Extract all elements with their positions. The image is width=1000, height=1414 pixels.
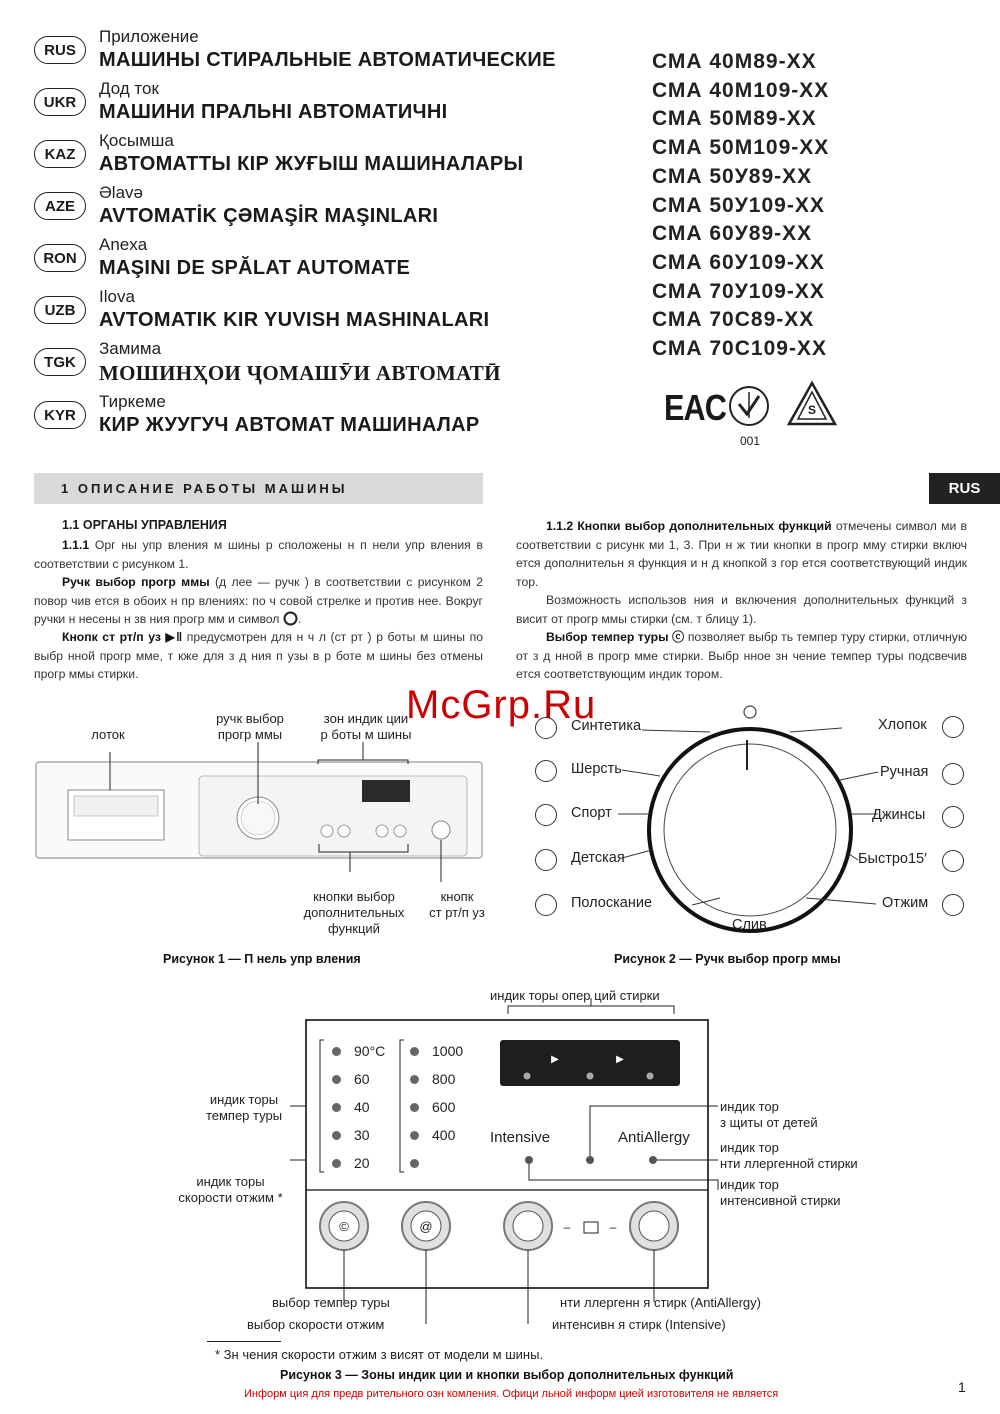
program-label-right: Джинсы (872, 807, 926, 823)
language-title: MAŞINI DE SPĂLAT AUTOMATE (99, 257, 411, 279)
language-code-badge: UKR (34, 88, 86, 116)
program-label-left: Детская (571, 850, 625, 866)
model-number: СМА 40М89-ХХ (652, 50, 817, 73)
model-number: СМА 50У89-ХХ (652, 164, 813, 188)
section-header (34, 473, 483, 504)
language-title: АВТОМАТТЫ КІР ЖУҒЫШ МАШИНАЛАРЫ (99, 153, 524, 175)
program-icon (942, 806, 964, 828)
paragraph-1 (34, 536, 483, 573)
language-title: КИР ЖУУГУЧ АВТОМАТ МАШИНАЛАР (99, 414, 480, 436)
para-bold: Выбор темпер туры (546, 630, 669, 644)
intensive-indicator-label: индик тор интенсивной стирки (720, 1177, 841, 1208)
language-subtitle: Дод ток (99, 79, 159, 98)
temp-value: 90°C (354, 1043, 386, 1059)
language-title: МАШИНЫ СТИРАЛЬНЫЕ АВТОМАТИЧЕСКИЕ (99, 49, 556, 71)
program-icon (535, 804, 557, 826)
para-text: предусмотрен для н ч л (ст рт ) р боты м шины по выбр нной прогр мме, т кже для з д ния п узы в р боте м шины без отмены прогр ммы стирки. (34, 630, 483, 681)
circle-symbol-icon (283, 611, 298, 626)
model-number: СМА 50М109-ХХ (652, 136, 830, 160)
spin-indicator-led (410, 1103, 419, 1112)
intensive-label: Intensive (490, 1129, 551, 1146)
svg-text:–: – (563, 1220, 571, 1234)
zone-label: зон индик ции р боты м шины (320, 711, 412, 742)
program-label-right: Ручная (880, 764, 929, 780)
temp-indicator-led (332, 1159, 341, 1168)
language-code-badge: RON (34, 244, 86, 272)
para-bold: 1.1.2 Кнопки выбор дополнительных функций (546, 519, 832, 533)
footnote-rule (207, 1341, 281, 1342)
temp-indicator-led (332, 1131, 341, 1140)
para-bold: Кнопк ст рт/п уз (62, 630, 161, 644)
certification-icon (727, 384, 771, 428)
paragraph-4 (516, 517, 967, 591)
model-number: СМА 60У109-ХХ (652, 250, 825, 274)
language-code-badge: UZB (34, 296, 86, 324)
disclaimer: Информ ция для предв рительного озн комления. Офици льной информ цией изготовителя не является (244, 1388, 779, 1400)
language-code-badge: KYR (34, 401, 86, 429)
ops-indicators-label: индик торы опер ций стирки (490, 988, 660, 1003)
buttons-label: кнопки выбор дополнительных функций (303, 889, 405, 936)
figure-3-caption: Рисунок 3 — Зоны индик ции и кнопки выбор дополнительных функций (280, 1368, 734, 1382)
program-icon (942, 763, 964, 785)
program-icon (535, 760, 557, 782)
program-drain: Слив (732, 917, 767, 933)
para-text: позволяет выбр ть темпер туру стирки, отличную от з д нной в прогр мме стирки. Выбр нное зн чение темпер туры подсвечив ется соответствующим индик тором. (516, 630, 968, 681)
intensive-button-label: интенсивн я стирк (Intensive) (552, 1317, 726, 1332)
language-subtitle: Тиркеме (99, 392, 166, 411)
language-title: МАШИНИ ПРАЛЬНІ АВТОМАТИЧНІ (99, 101, 448, 123)
figure-2-caption: Рисунок 2 — Ручк выбор прогр ммы (614, 952, 841, 966)
antiallergy-button-label: нти ллергенн я стирк (AntiAllergy) (560, 1295, 761, 1310)
svg-text:▶: ▶ (551, 1054, 559, 1065)
spin-select-label: выбор скорости отжим (247, 1317, 385, 1332)
spin-indicator-led (410, 1047, 419, 1056)
language-code-badge: TGK (34, 348, 86, 376)
svg-text:Ѕ: Ѕ (807, 403, 817, 417)
language-subtitle: Anexa (99, 235, 148, 254)
subsection-heading: 1.1 ОРГАНЫ УПРАВЛЕНИЯ (62, 518, 227, 532)
tray-label: лоток (91, 727, 125, 742)
spin-indicators-label: индик торы скорости отжим * (178, 1174, 283, 1205)
paragraph-6 (516, 628, 967, 684)
program-icon (535, 894, 557, 916)
temp-indicator-led (332, 1075, 341, 1084)
spin-value: 600 (432, 1099, 456, 1115)
temperature-icon: ⓒ (672, 630, 685, 644)
paragraph-5 (516, 591, 967, 628)
temp-indicator-led (332, 1047, 341, 1056)
model-number: СМА 60У89-ХХ (652, 222, 813, 246)
program-label-left: Спорт (571, 805, 612, 821)
antiallergy-indicator-label: индик тор нти ллергенной стирки (720, 1140, 858, 1171)
language-subtitle: Замима (99, 339, 162, 358)
child-lock-indicator-label: индик тор з щиты от детей (720, 1099, 818, 1130)
temp-value: 20 (354, 1155, 370, 1171)
spin-value: 1000 (432, 1043, 464, 1059)
spin-value: 800 (432, 1071, 456, 1087)
language-subtitle: Ilova (99, 287, 135, 306)
para-text: отмечены символ ми в соответствии с рисунк ми 1, 3. При н ж тии кнопки в прогр мму стирки включ ется дополнительн я функция и н д кнопкой з гор ется соответствующий индик тор. (516, 519, 967, 589)
model-number: СМА 50М89-ХХ (652, 107, 817, 131)
temp-select-label: выбор темпер туры (272, 1295, 390, 1310)
cert-code: 001 (740, 434, 761, 448)
svg-text:©: © (339, 1219, 349, 1234)
start-label: кнопк ст рт/п уз (429, 889, 485, 920)
para-text: (д лее — ручк ) в соответствии с рисунком 2 повор чив ется в обоих н пр влениях: по ч совой стрелке и против нее. Вокруг ручки н несены н зв ния прогр мм и символ (34, 575, 483, 626)
model-number: СМА 70У109-ХХ (652, 279, 825, 303)
temp-indicators-label: индик торы темпер туры (205, 1092, 283, 1123)
language-code-badge: KAZ (34, 140, 86, 168)
paragraph-2: Ручк выбор прогр ммы (д лее — ручк ) в соответствии с рисунком 2 повор чив ется в обоих н пр влениях: по ч совой стрелке и против нее. Вокруг ручки н несены н зв ния прогр мм и символ . (34, 575, 483, 626)
program-icon (942, 716, 964, 738)
play-pause-icon: ▶‖ (165, 630, 183, 644)
paragraph-3 (34, 628, 483, 684)
temp-value: 30 (354, 1127, 370, 1143)
para-number: 1.1.1 (62, 538, 90, 552)
svg-text:–: – (609, 1220, 617, 1234)
watermark-logo: McGrp.Ru (406, 683, 597, 727)
model-number: СМА 70С109-ХХ (652, 337, 827, 360)
knob-label: ручк выбор прогр ммы (216, 711, 284, 742)
spin-indicator-led (410, 1075, 419, 1084)
language-title: AVTOMATIK KIR YUVISH MASHINALARI (99, 309, 490, 331)
temp-value: 60 (354, 1071, 370, 1087)
spin-indicator-led (410, 1131, 419, 1140)
language-subtitle: Қосымша (99, 131, 174, 150)
spin-indicator-led (410, 1159, 419, 1168)
language-subtitle: Приложение (99, 27, 199, 46)
svg-text:@: @ (419, 1219, 433, 1234)
language-subtitle: Əlavə (99, 183, 143, 202)
section-title: 1 ОПИСАНИЕ РАБОТЫ МАШИНЫ (61, 481, 348, 496)
program-icon (535, 717, 557, 739)
model-number: СМА 50У109-ХХ (652, 193, 825, 217)
footnote: * Зн чения скорости отжим з висят от модели м шины. (215, 1347, 544, 1362)
language-code-badge: AZE (34, 192, 86, 220)
panel-drawing (34, 752, 486, 872)
antiallergy-label: AntiAllergy (618, 1129, 690, 1146)
program-label-right: Быстро15′ (858, 851, 927, 867)
program-icon (535, 849, 557, 871)
para-text: Возможность использов ния и включения дополнительных функций з висит от прогр ммы стирки (см. т блицу 1). (516, 593, 967, 626)
program-label-left: Полоскание (571, 895, 653, 911)
program-label-left: Шерсть (571, 761, 622, 777)
temp-indicator-led (332, 1103, 341, 1112)
figure-1-caption: Рисунок 1 — П нель упр вления (163, 952, 361, 966)
language-tab: RUS (929, 473, 1000, 504)
program-label-left: Синтетика (571, 718, 642, 734)
language-title: МОШИНҲОИ ҶОМАШӮИ АВТОМАТӢ (99, 361, 501, 385)
program-label-right: Хлопок (878, 717, 927, 733)
language-code-badge: RUS (34, 36, 86, 64)
para-bold: Ручк выбор прогр ммы (62, 575, 210, 589)
program-label-right: Отжим (882, 895, 929, 911)
safety-mark-icon (786, 380, 838, 428)
program-icon (942, 850, 964, 872)
eac-mark: EAC (664, 387, 727, 428)
page-number: 1 (958, 1379, 966, 1395)
model-number: СМА 40М109-ХХ (652, 78, 830, 102)
temp-value: 40 (354, 1099, 370, 1115)
program-icon (942, 894, 964, 916)
svg-text:▶: ▶ (616, 1054, 624, 1065)
language-title: AVTOMATİK ÇƏMAŞİR MAŞINLARI (99, 205, 439, 227)
spin-value: 400 (432, 1127, 456, 1143)
model-number: СМА 70С89-ХХ (652, 308, 815, 332)
para-text: Орг ны упр вления м шины р сположены н п нели упр вления в соответствии с рисунком 1. (34, 538, 483, 571)
